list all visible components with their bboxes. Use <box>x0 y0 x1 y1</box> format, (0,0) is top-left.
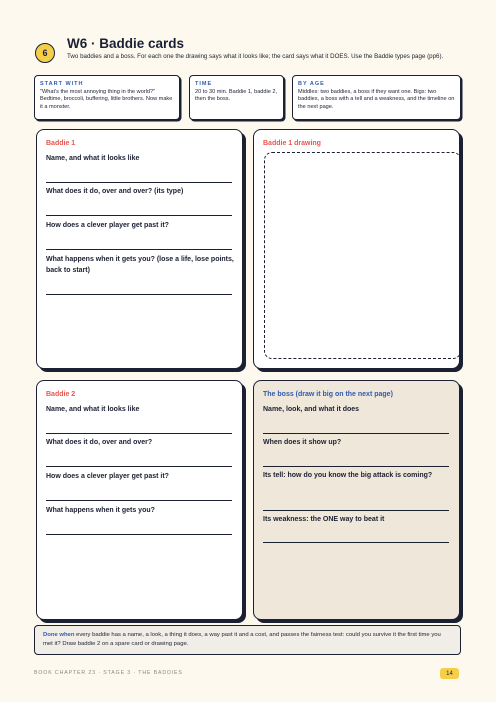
card-heading: Baddie 2 <box>46 391 76 398</box>
question-get-past: How does a clever player get past it? <box>46 222 169 229</box>
info-body: Middles: two baddies, a boss if they want one. Bigs: two baddies, a boss with a tell and a weakness, and the timeline on the next page. <box>298 89 455 110</box>
answer-line[interactable] <box>46 294 232 295</box>
answer-line[interactable] <box>46 500 232 501</box>
baddie1-card <box>36 129 243 369</box>
info-heading: BY AGE <box>298 81 325 87</box>
card-heading: Baddie 1 drawing <box>263 140 321 147</box>
baddie2-card <box>36 380 243 620</box>
info-body: 20 to 30 min. Baddie 1, baddie 2, then the boss. <box>195 89 278 103</box>
info-by-age <box>292 75 461 120</box>
question-name-look-does: Name, look, and what it does <box>263 406 360 413</box>
page-subtitle: Two baddies and a boss. For each one the drawing says what it looks like; the card says what it DOES. Use the Baddie types page (pp6). <box>67 53 444 60</box>
info-body: "What's the most annoying thing in the world?" Bedtime, broccoli, buffering, little brothers. Now make it a monster. <box>40 89 173 110</box>
info-time <box>189 75 284 120</box>
question-when-it-gets-you: What happens when it gets you? <box>46 507 155 514</box>
page-number: 14 <box>440 668 459 679</box>
page-title: W6 · Baddie cards <box>67 36 185 51</box>
info-start-with <box>34 75 180 120</box>
answer-line[interactable] <box>46 466 232 467</box>
done-label: Done when <box>43 632 75 638</box>
question-name-look: Name, and what it looks like <box>46 406 140 413</box>
answer-line[interactable] <box>46 433 232 434</box>
answer-line[interactable] <box>263 433 449 434</box>
answer-line[interactable] <box>263 466 449 467</box>
done-text: every baddie has a name, a look, a thing it does, a way past it and a cost, and passes the fairness test: could you survive it the first time you met it? Draw baddie 2 on a spare card or drawing page. <box>43 632 441 647</box>
baddie1-drawing-card <box>253 129 460 369</box>
answer-line[interactable] <box>46 249 232 250</box>
answer-line[interactable] <box>46 182 232 183</box>
question-when-shows-up: When does it show up? <box>263 439 342 446</box>
question-what-it-does: What does it do, over and over? (its type) <box>46 188 184 195</box>
answer-line[interactable] <box>46 215 232 216</box>
question-get-past: How does a clever player get past it? <box>46 473 169 480</box>
answer-line[interactable] <box>263 542 449 543</box>
question-what-it-does: What does it do, over and over? <box>46 439 153 446</box>
footer-text: BOOK CHAPTER 23 · STAGE 3 · THE BADDIES <box>34 670 183 676</box>
drawing-area[interactable] <box>264 152 461 359</box>
info-heading: TIME <box>195 81 213 87</box>
question-tell: Its tell: how do you know the big attack is coming? <box>263 472 433 479</box>
question-when-it-gets-you: What happens when it gets you? (lose a life, lose points, back to start) <box>46 256 234 274</box>
answer-line[interactable] <box>263 510 449 511</box>
answer-line[interactable] <box>46 534 232 535</box>
card-heading: Baddie 1 <box>46 140 76 147</box>
info-heading: START WITH <box>40 81 84 87</box>
card-heading: The boss (draw it big on the next page) <box>263 391 393 398</box>
boss-card <box>253 380 460 620</box>
question-weakness: Its weakness: the ONE way to beat it <box>263 516 385 523</box>
step-badge: 6 <box>35 43 55 63</box>
question-name-look: Name, and what it looks like <box>46 155 140 162</box>
done-when-box <box>34 625 461 655</box>
